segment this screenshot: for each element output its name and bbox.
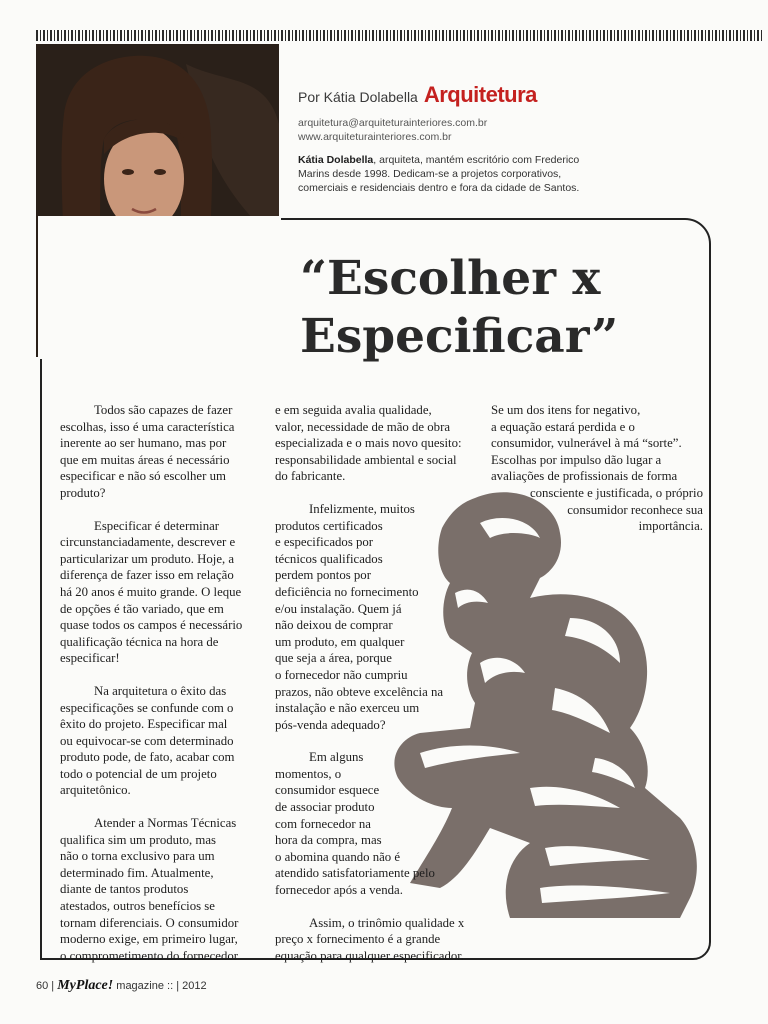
text-line: e/ou instalação. Quem já	[275, 601, 402, 616]
text-line: qualificação técnica na hora de	[60, 634, 219, 649]
text-line: que seja a área, porque	[275, 651, 392, 666]
text-line: produtos certificados	[275, 518, 383, 533]
text-line: do fabricante.	[275, 469, 346, 484]
text-line: não deixou de comprar	[275, 618, 393, 633]
text-line: diferença de fazer isso em relação	[60, 568, 234, 583]
email-link[interactable]: arquitetura@arquiteturainteriores.com.br	[298, 117, 488, 129]
text-line: de associar produto	[275, 800, 375, 815]
paragraph	[491, 402, 703, 535]
page-footer: 60 | MyPlace! magazine :: | 2012	[36, 978, 207, 993]
text-line: Escolhas por impulso dão lugar a	[491, 452, 662, 467]
text-line: quase todos os campos é necessário	[60, 618, 243, 633]
text-line: o fornecedor não cumpriu	[275, 667, 408, 682]
text-line: avaliações de profissionais de forma	[491, 469, 678, 484]
text-line: pós-venda adequado?	[275, 717, 386, 732]
text-line: a equação estará perdida e o	[491, 419, 635, 434]
text-line: e especificados por	[275, 535, 374, 550]
text-line: e em seguida avalia qualidade,	[275, 403, 432, 417]
text-line: deficiência no fornecimento	[275, 584, 419, 599]
text-line: especializada e o mais novo quesito:	[275, 436, 462, 451]
text-line: êxito do projeto. Especificar mal	[60, 717, 228, 732]
paragraph	[60, 402, 256, 502]
text-line: preço x fornecimento é a grande	[275, 932, 441, 947]
text-line: que em muitas áreas é necessário	[60, 452, 230, 467]
text-line: ou equivocar-se com determinado	[60, 733, 234, 748]
byline	[298, 82, 537, 108]
title-line: Especificar”	[300, 309, 619, 364]
text-line: Atender a Normas Técnicas	[94, 816, 237, 831]
text-line: qualifica sim um produto, mas	[60, 832, 217, 847]
text-line: diante de tantos produtos	[60, 882, 189, 897]
text-line: consumidor, vulnerável à má “sorte”.	[491, 436, 682, 451]
text-line: um produto, em qualquer	[275, 634, 405, 649]
paragraph	[275, 915, 471, 965]
text-line: atestados, outros benefícios se	[60, 899, 215, 914]
text-line: Infelizmente, muitos	[309, 501, 415, 516]
author-byline: Por Kátia Dolabella	[298, 89, 418, 105]
text-line: consciente e justificada, o próprio	[529, 485, 703, 500]
text-line: perdem pontos por	[275, 568, 371, 583]
text-line: prazos, não obteve excelência na	[275, 684, 444, 699]
article-column-1	[60, 402, 256, 980]
contact-info	[298, 116, 487, 144]
text-line: determinado fim. Atualmente,	[60, 865, 214, 880]
frame-mask	[38, 216, 281, 359]
text-line: valor, necessidade de mão de obra	[275, 419, 451, 434]
text-line: consumidor reconhece sua	[567, 502, 703, 517]
text-line: circunstanciadamente, descrever e	[60, 535, 236, 550]
text-line: especificar!	[60, 651, 120, 666]
barcode-strip	[36, 30, 764, 41]
text-line: há 20 anos é muito grande. O leque	[60, 584, 242, 599]
article-title	[300, 250, 700, 366]
text-line: importância.	[638, 519, 703, 534]
text-line: técnicos qualificados	[275, 551, 383, 566]
text-line: instalação e não exerceu um	[275, 701, 420, 716]
text-line: o comprometimento do fornecedor	[60, 948, 239, 963]
paragraph	[275, 501, 471, 733]
author-bio	[298, 153, 598, 195]
paragraph	[275, 749, 471, 898]
text-line: de opções é tão variado, que em	[60, 601, 224, 616]
text-line: inerente ao ser humano, mas por	[60, 436, 227, 451]
text-line: o abomina quando não é	[275, 849, 401, 864]
text-line: Em alguns	[309, 750, 364, 765]
text-line: produto pode, de fato, acabar com	[60, 750, 235, 765]
text-line: todo o potencial de um projeto	[60, 766, 217, 781]
text-line: consumidor esquece	[275, 783, 380, 798]
section-title: Arquitetura	[423, 82, 537, 107]
title-line: “Escolher x	[300, 251, 601, 306]
text-line: responsabilidade ambiental e social	[275, 452, 457, 467]
text-line: Assim, o trinômio qualidade x	[309, 915, 465, 930]
text-line: especificar e não só escolher um	[60, 469, 226, 484]
bio-text: , arquiteta, mantém escritório com Frederico Marins desde 1998. Dedicam-se a projetos corporativos, comerciais e residenciais dentro e fora da cidade de Santos.	[298, 154, 580, 194]
paragraph	[275, 402, 471, 485]
text-line: arquitetônico.	[60, 783, 131, 798]
text-line: atendido satisfatoriamente pelo	[275, 866, 435, 881]
text-line: particularizar um produto. Hoje, a	[60, 551, 235, 566]
text-line: escolhas, isso é uma característica	[60, 419, 235, 434]
paragraph	[60, 683, 256, 799]
text-line: com fornecedor na	[275, 816, 371, 831]
text-line: não o torna exclusivo para um	[60, 849, 215, 864]
article-column-3	[491, 402, 703, 551]
website-link[interactable]: www.arquiteturainteriores.com.br	[298, 131, 452, 143]
article-column-2	[275, 402, 471, 980]
text-line: Todos são capazes de fazer	[94, 403, 233, 417]
text-line: hora da compra, mas	[275, 833, 382, 848]
text-line: Se um dos itens for negativo,	[491, 403, 641, 417]
text-line: equação para qualquer especificador.	[275, 948, 465, 963]
magazine-label: magazine ::	[116, 980, 174, 992]
text-line: momentos, o	[275, 766, 342, 781]
text-line: moderno exige, em primeiro lugar,	[60, 932, 238, 947]
year: 2012	[182, 980, 207, 992]
text-line: especificações se confunde com o	[60, 700, 234, 715]
text-line: tornam diferenciais. O consumidor	[60, 915, 239, 930]
bio-name: Kátia Dolabella	[298, 154, 374, 166]
text-line: Especificar é determinar	[94, 518, 220, 533]
paragraph	[60, 815, 256, 964]
text-line: produto?	[60, 485, 106, 500]
text-line: Na arquitetura o êxito das	[94, 683, 227, 698]
text-line: fornecedor após a venda.	[275, 883, 403, 898]
paragraph	[60, 518, 256, 667]
magazine-logo: MyPlace!	[57, 978, 114, 993]
page-number: 60	[36, 980, 49, 992]
